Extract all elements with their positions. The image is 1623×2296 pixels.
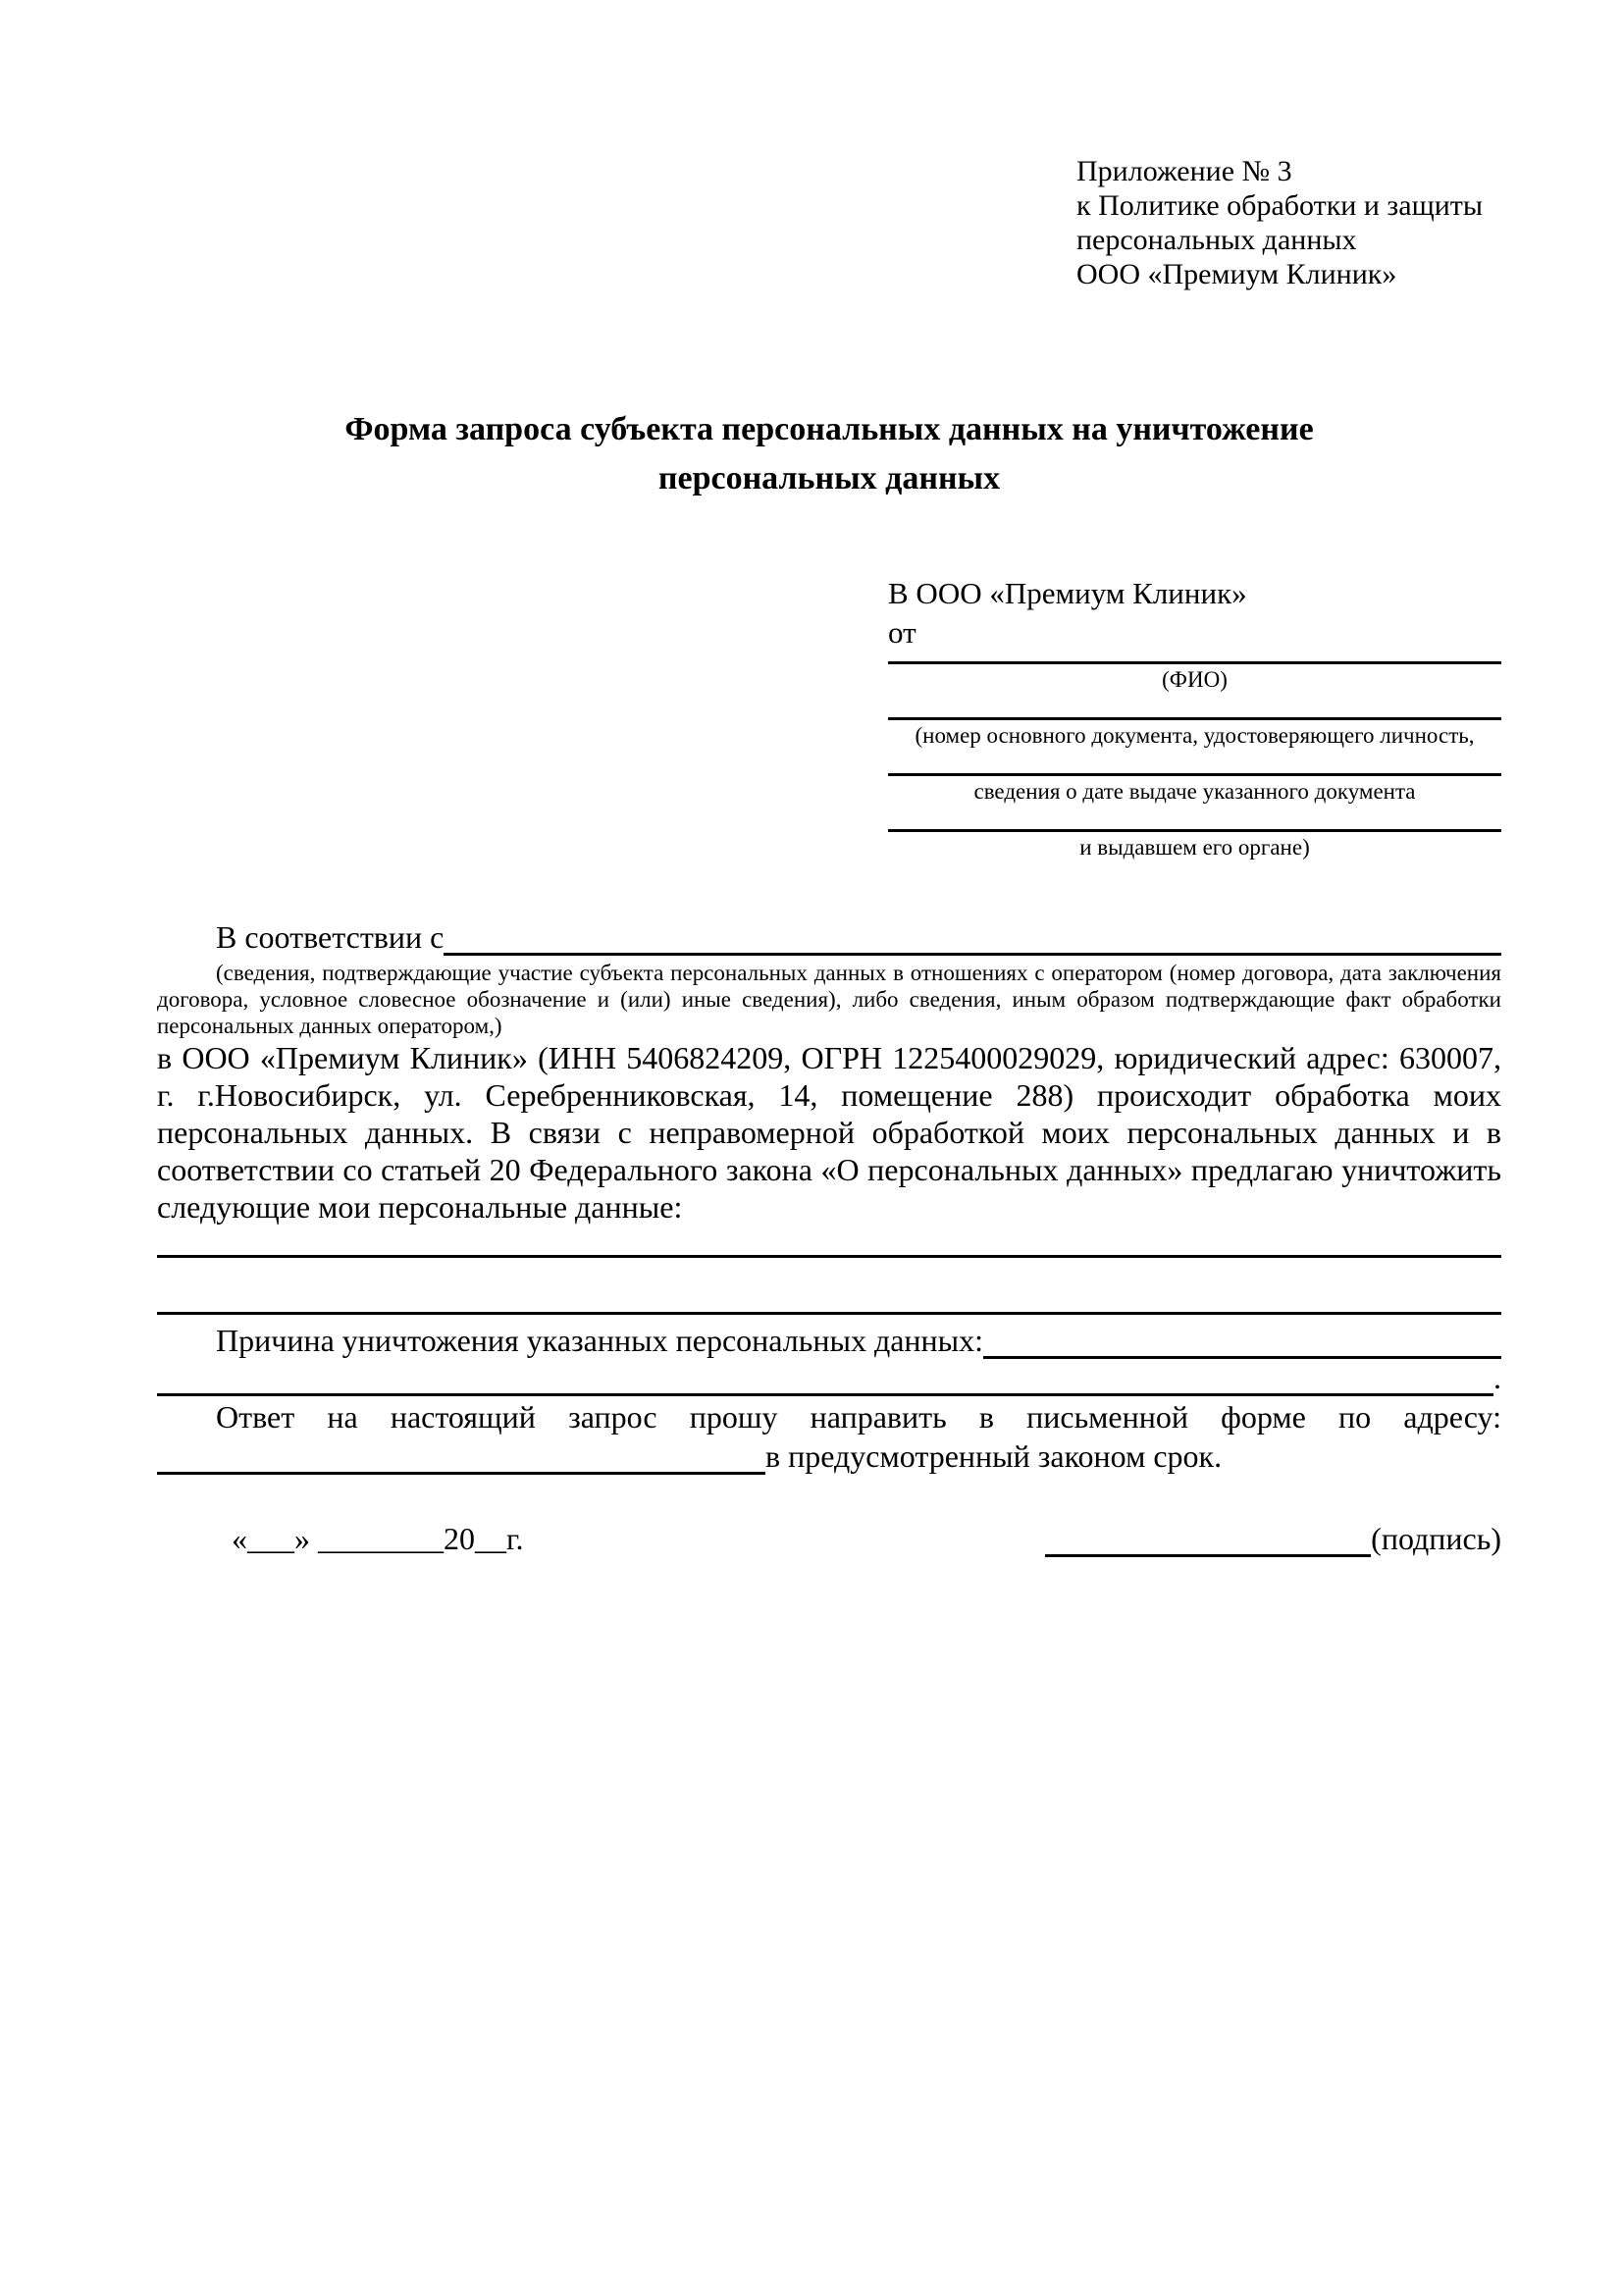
main-paragraph: в ООО «Премиум Клиник» (ИНН 5406824209, ОГРН 1225400029029, юридический адрес: 630007, г. г.Новосибирск, ул. Серебренниковская, 14, помещение 288) происходит обработка моих персональных данных. В связи с неправомерной обработкой моих персональных данных и в соответствии со статьей 20 Федерального закона «О персональных данных» предлагаю уничтожить следующие мои персональные данные:	[157, 1040, 1501, 1225]
footer-row	[157, 1520, 1501, 1557]
appendix-line: к Политике обработки и защиты	[1076, 189, 1484, 222]
accordance-blank-line	[444, 922, 1501, 956]
signature-blank-line	[1045, 1522, 1371, 1557]
issuing-authority-blank-line	[888, 806, 1501, 832]
date-line: «___» ________20__г.	[232, 1521, 524, 1556]
issuing-authority-caption: и выдавшем его органе)	[1079, 835, 1310, 860]
reason-continuation-row	[157, 1359, 1501, 1396]
form-title	[157, 405, 1501, 503]
addressee-to: В ООО «Премиум Клиник»	[888, 576, 1247, 610]
signature-group	[1045, 1520, 1501, 1557]
appendix-line: ООО «Премиум Клиник»	[1076, 258, 1397, 290]
issue-date-blank-line	[888, 750, 1501, 776]
data-blank-line	[157, 1312, 1501, 1315]
trailing-period: .	[1493, 1360, 1501, 1395]
address-row	[157, 1437, 1501, 1475]
signature-caption: (подпись)	[1371, 1521, 1501, 1556]
document-number-blank-line	[888, 694, 1501, 720]
reason-blank-line	[983, 1326, 1501, 1359]
accordance-note: (сведения, подтверждающие участие субъекта персональных данных в отношениях с оператором (номер договора, дата заключения договора, условное словесное обозначение и (или) иные сведения), либо сведения, иным образом подтверждающие факт обработки персональных данных оператором,)	[157, 961, 1501, 1038]
response-suffix: в предусмотренный законом срок.	[765, 1438, 1223, 1474]
accordance-label: В соответствии с	[216, 919, 445, 955]
reason-label: Причина уничтожения указанных персональных данных:	[216, 1323, 984, 1358]
form-title-line: Форма запроса субъекта персональных данных на уничтожение	[344, 411, 1314, 447]
address-blank-line	[157, 1439, 765, 1475]
reason-row	[157, 1322, 1501, 1359]
fio-caption: (ФИО)	[1162, 667, 1228, 692]
document-number-caption: (номер основного документа, удостоверяющего личность,	[915, 723, 1475, 748]
issue-date-caption: сведения о дате выдаче указанного документа	[973, 779, 1416, 804]
addressee-block	[888, 574, 1501, 861]
form-title-line: персональных данных	[657, 460, 1001, 496]
response-text: Ответ на настоящий запрос прошу направить в письменной форме по адресу:	[216, 1399, 1501, 1435]
appendix-line: Приложение № 3	[1076, 155, 1292, 187]
reason-continuation-blank-line	[157, 1361, 1493, 1396]
appendix-line: персональных данных	[1076, 224, 1357, 256]
addressee-from: от	[888, 615, 916, 650]
appendix-block	[1076, 154, 1501, 291]
accordance-row	[157, 918, 1501, 956]
data-blank-line	[157, 1255, 1501, 1258]
fio-blank-line	[888, 652, 1501, 664]
